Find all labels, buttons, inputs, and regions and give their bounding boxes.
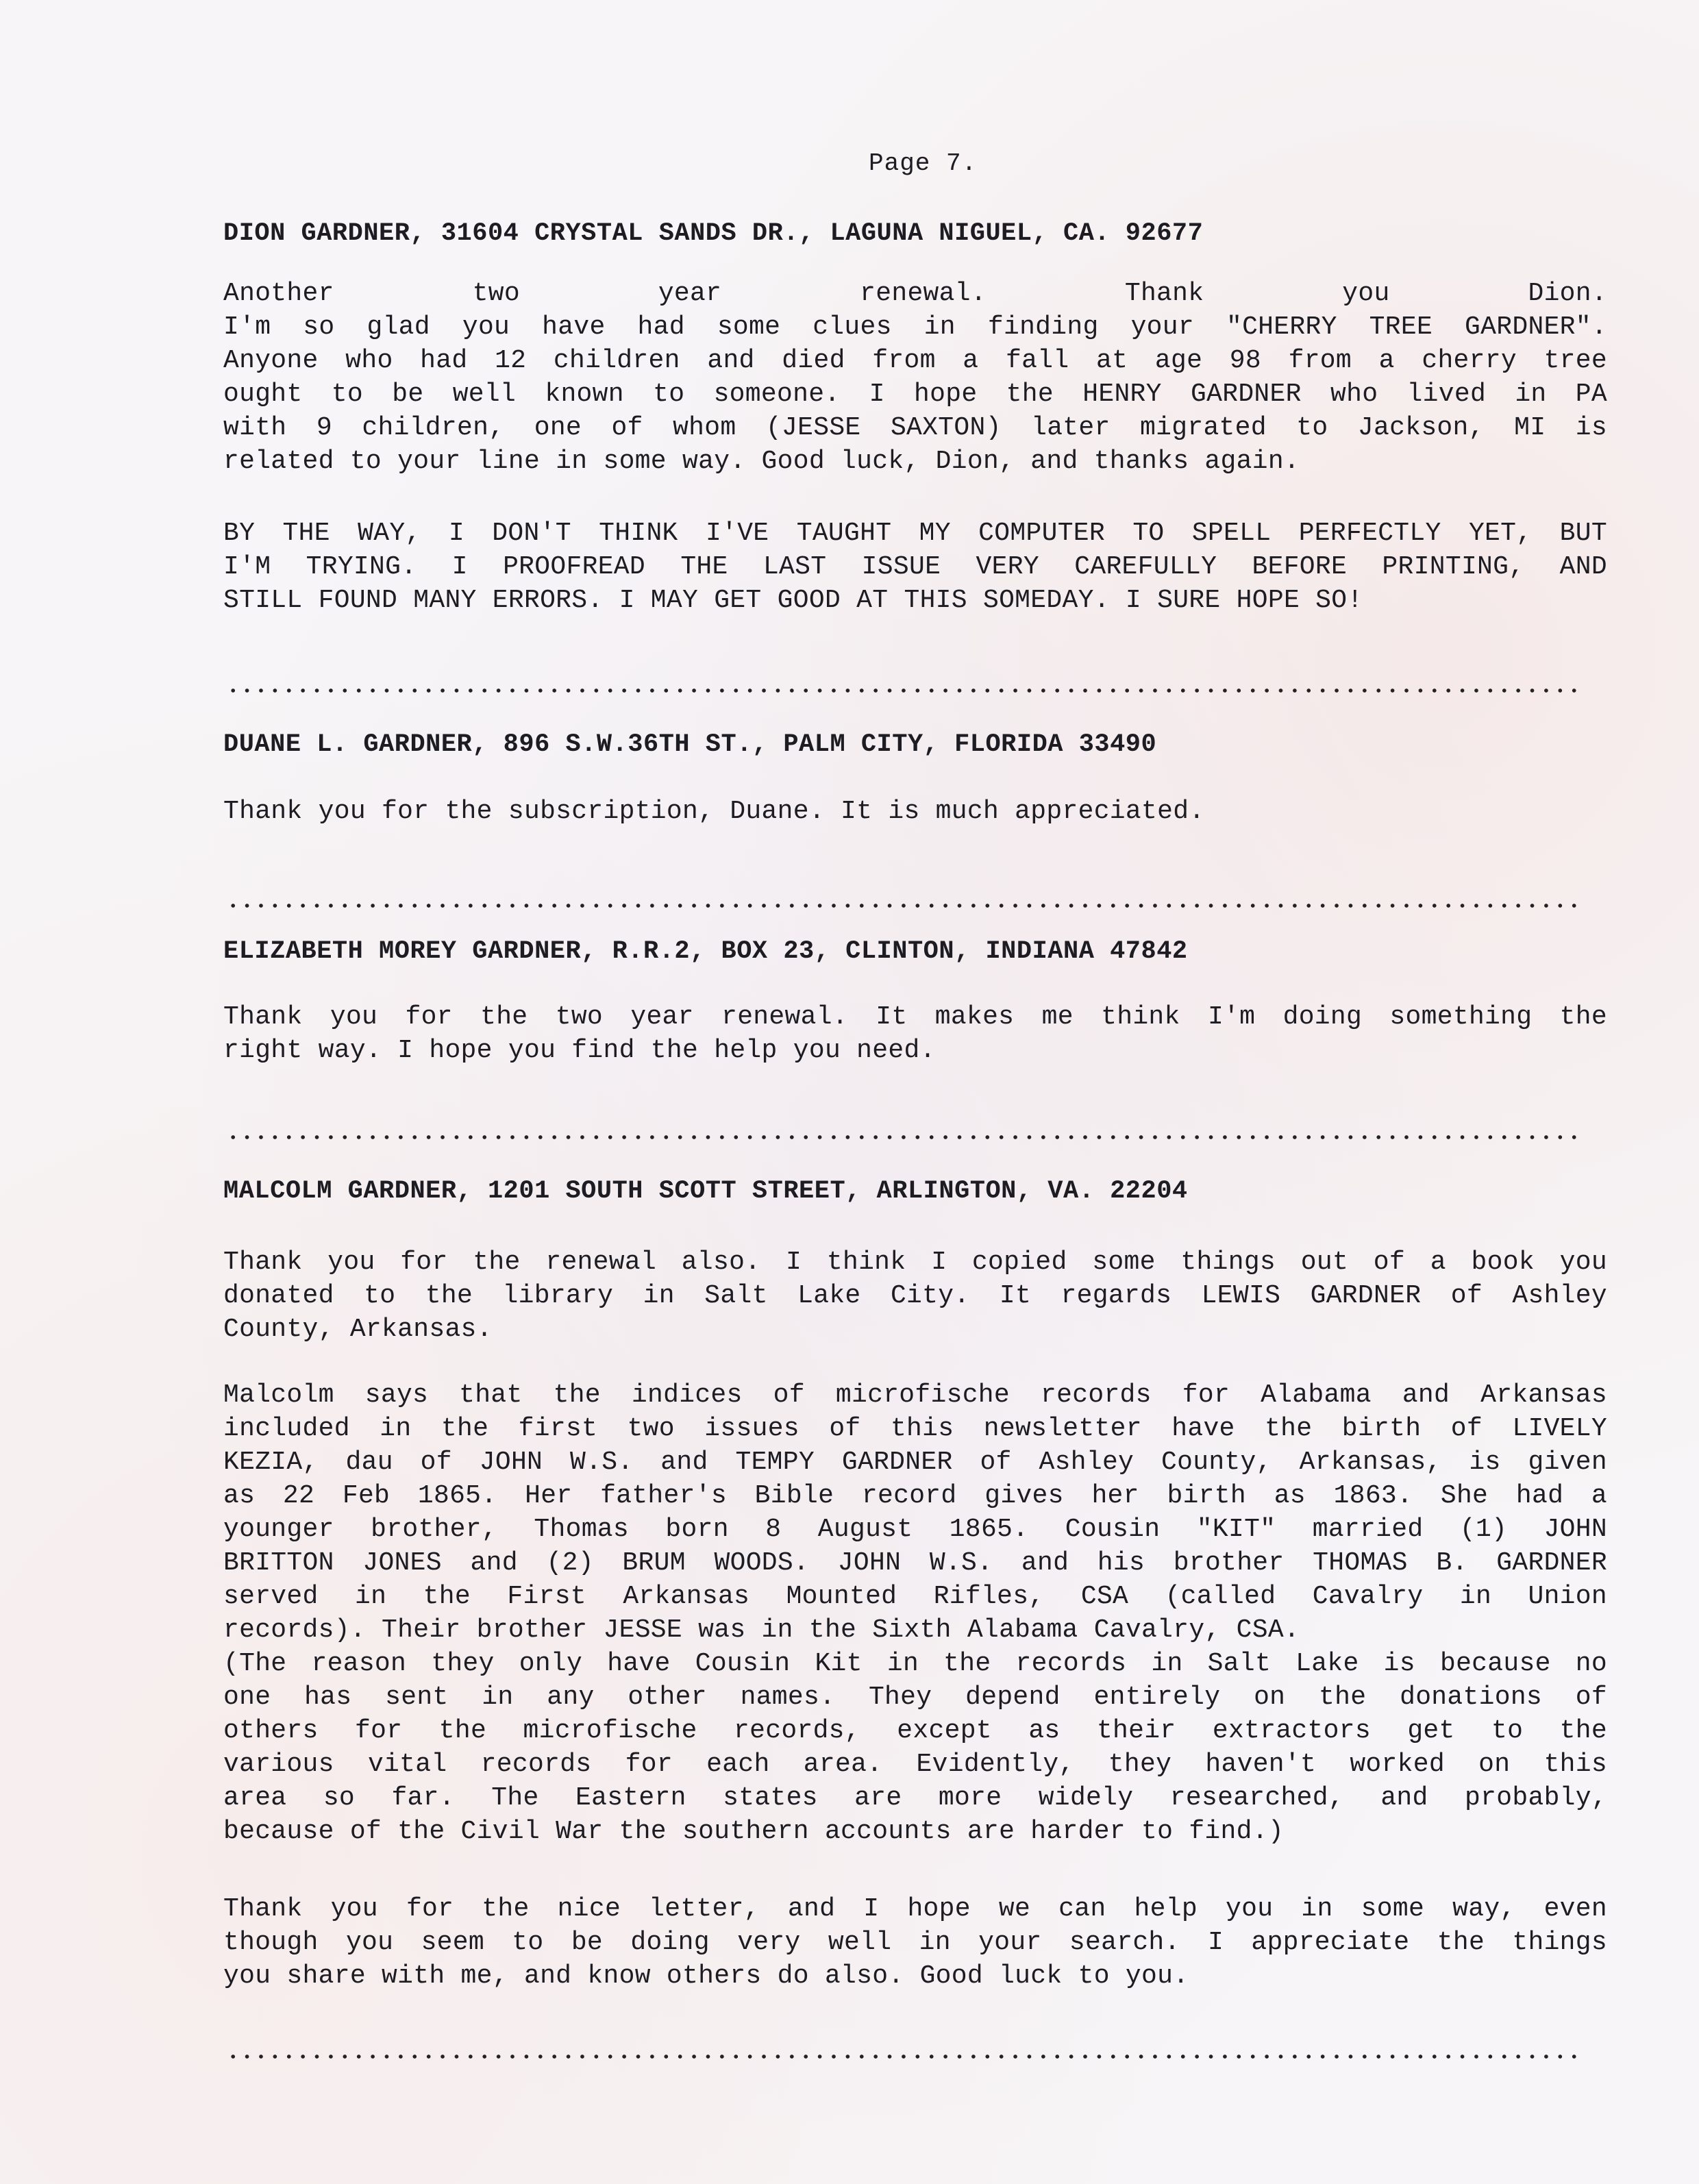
entry-paragraph <box>223 1000 1607 1067</box>
text-line: served in the First Arkansas Mounted Rifles, CSA (called Cavalry in Union <box>223 1582 1607 1611</box>
text-line: donated to the library in Salt Lake City. It regards LEWIS GARDNER of Ashley <box>223 1281 1607 1311</box>
text-line: right way. I hope you find the help you need. <box>223 1036 936 1065</box>
entry-paragraph <box>223 1892 1607 1993</box>
text-line: included in the first two issues of this newsletter have the birth of LIVELY <box>223 1414 1607 1443</box>
text-line: because of the Civil War the southern accounts are harder to find.) <box>223 1817 1284 1846</box>
text-line: Thank you for the renewal also. I think I copied some things out of a book you <box>223 1248 1607 1277</box>
text-line: I'M TRYING. I PROOFREAD THE LAST ISSUE VERY CAREFULLY BEFORE PRINTING, AND <box>223 552 1607 582</box>
text-line: various vital records for each area. Evidently, they haven't worked on this <box>223 1750 1607 1779</box>
page-number: Page 7. <box>869 149 978 177</box>
dotted-separator <box>226 2054 1583 2059</box>
dotted-separator <box>226 903 1583 908</box>
text-line: KEZIA, dau of JOHN W.S. and TEMPY GARDNER of Ashley County, Arkansas, is given <box>223 1448 1607 1477</box>
text-line: Thank you for the nice letter, and I hope we can help you in some way, even <box>223 1894 1607 1924</box>
entry-paragraph <box>223 1378 1607 1848</box>
entry-paragraph <box>223 277 1607 478</box>
entry-paragraph <box>223 795 1607 828</box>
text-line: (The reason they only have Cousin Kit in the records in Salt Lake is because no <box>223 1649 1607 1678</box>
dotted-separator <box>226 688 1583 693</box>
entry-paragraph <box>223 517 1607 617</box>
text-line: younger brother, Thomas born 8 August 1865. Cousin "KIT" married (1) JOHN <box>223 1515 1607 1544</box>
text-line: you share with me, and know others do also. Good luck to you. <box>223 1961 1189 1991</box>
text-line: with 9 children, one of whom (JESSE SAXTON) later migrated to Jackson, MI is <box>223 413 1607 443</box>
text-line: ought to be well known to someone. I hope the HENRY GARDNER who lived in PA <box>223 380 1607 409</box>
text-line: Another two year renewal. Thank you Dion. <box>223 279 1607 308</box>
text-line: Anyone who had 12 children and died from a fall at age 98 from a cherry tree <box>223 346 1607 375</box>
text-line: Thank you for the subscription, Duane. It is much appreciated. <box>223 797 1205 826</box>
entry-heading-duane: DUANE L. GARDNER, 896 S.W.36TH ST., PALM CITY, FLORIDA 33490 <box>223 730 1157 759</box>
text-line: records). Their brother JESSE was in the Sixth Alabama Cavalry, CSA. <box>223 1615 1300 1645</box>
text-line: one has sent in any other names. They depend entirely on the donations of <box>223 1683 1607 1712</box>
text-line: STILL FOUND MANY ERRORS. I MAY GET GOOD AT THIS SOMEDAY. I SURE HOPE SO! <box>223 586 1363 615</box>
text-line: Malcolm says that the indices of microfische records for Alabama and Arkansas <box>223 1380 1607 1410</box>
text-line: County, Arkansas. <box>223 1315 493 1344</box>
text-line: others for the microfische records, except as their extractors get to the <box>223 1716 1607 1746</box>
text-line: I'm so glad you have had some clues in finding your "CHERRY TREE GARDNER". <box>223 312 1607 342</box>
text-line: related to your line in some way. Good luck, Dion, and thanks again. <box>223 447 1300 476</box>
text-line: though you seem to be doing very well in your search. I appreciate the things <box>223 1928 1607 1957</box>
text-line: BY THE WAY, I DON'T THINK I'VE TAUGHT MY COMPUTER TO SPELL PERFECTLY YET, BUT <box>223 519 1607 548</box>
text-line: area so far. The Eastern states are more widely researched, and probably, <box>223 1783 1607 1813</box>
entry-heading-malcolm: MALCOLM GARDNER, 1201 SOUTH SCOTT STREET, ARLINGTON, VA. 22204 <box>223 1177 1188 1206</box>
entry-paragraph <box>223 1245 1607 1346</box>
entry-heading-dion: DION GARDNER, 31604 CRYSTAL SANDS DR., LAGUNA NIGUEL, CA. 92677 <box>223 219 1204 248</box>
text-line: as 22 Feb 1865. Her father's Bible record gives her birth as 1863. She had a <box>223 1481 1607 1511</box>
entry-heading-elizabeth: ELIZABETH MOREY GARDNER, R.R.2, BOX 23, CLINTON, INDIANA 47842 <box>223 937 1188 966</box>
text-line: BRITTON JONES and (2) BRUM WOODS. JOHN W.S. and his brother THOMAS B. GARDNER <box>223 1548 1607 1578</box>
dotted-separator <box>226 1134 1583 1140</box>
text-line: Thank you for the two year renewal. It makes me think I'm doing something the <box>223 1002 1607 1032</box>
